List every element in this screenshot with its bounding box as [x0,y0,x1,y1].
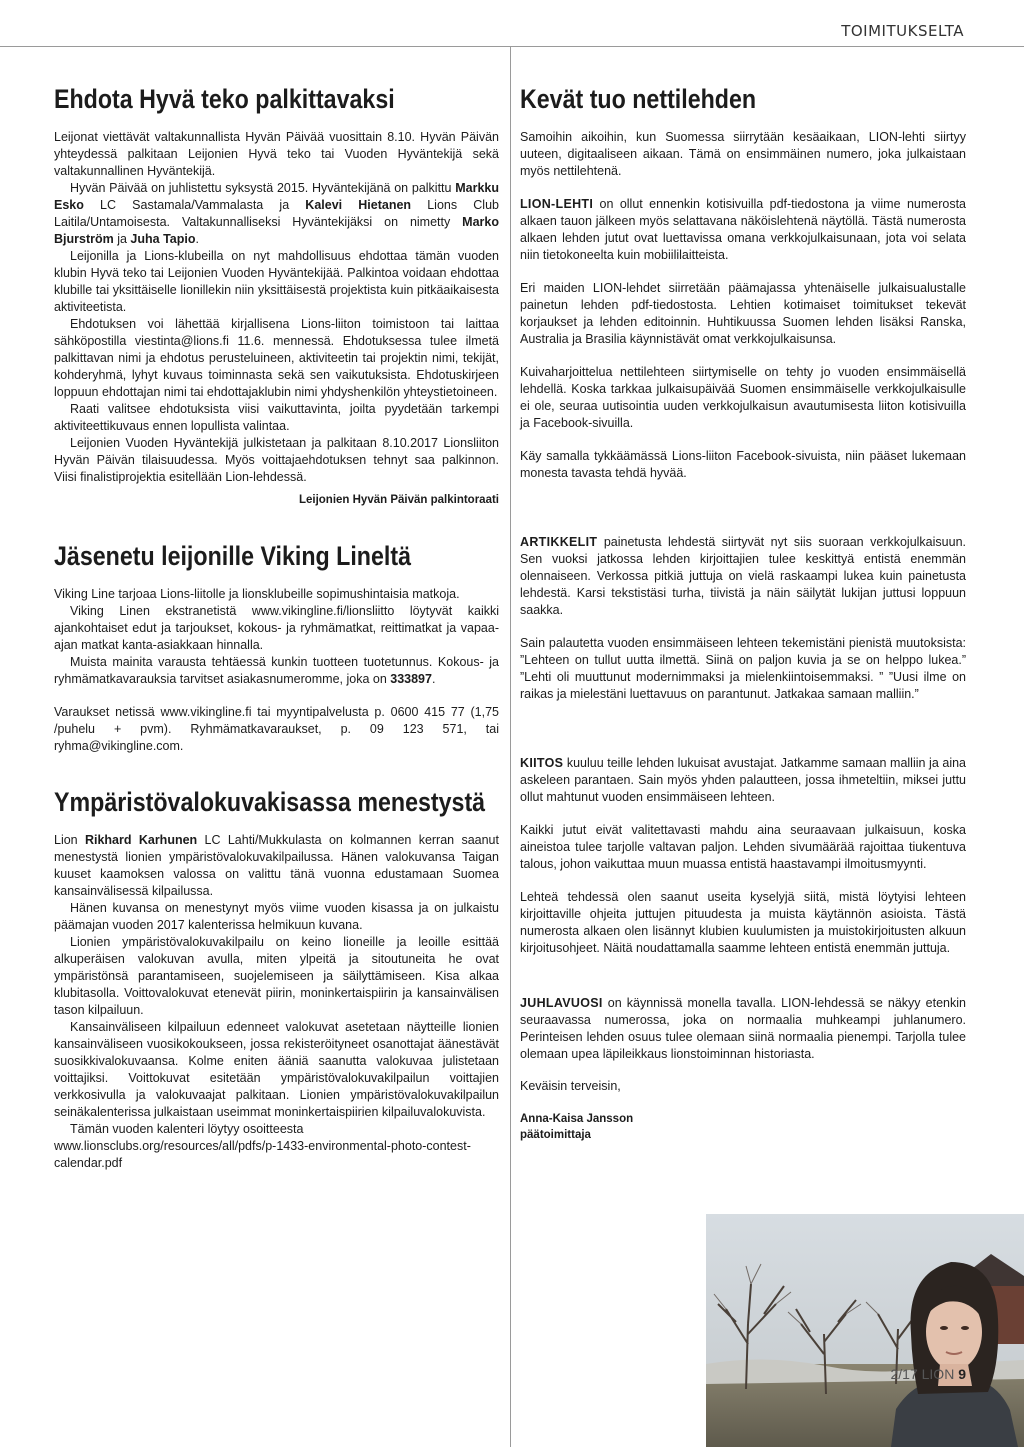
header-rule [0,46,1024,47]
paragraph: Lionien ympäristövalokuvakilpailu on keino lioneille ja leoille esittää alkuperäisen valokuvan avulla, miten ylpeitä ja sitoutuneita he ovat ympäristönsä parantamiseen, suojelemiseen ja säilyttämiseen. Kisa alkaa klubitasolla. Voittovalokuvat etenevät piirin, moninkertaispiirin ja kansainvälisen tason kilpailuun. [54,935,499,1017]
paragraph: LION-LEHTI on ollut ennenkin kotisivuilla pdf-tiedostona ja viime numerosta alkaen tauon jälkeen myös selattavana näköislehtenä näytöllä. Tästä numerosta alkaen lehden jutut ovat luettavissa omana verkkojulkaisunaan, jota voi selata niin tietokoneelta kuin mobiililaitteista. [520,197,966,262]
lead-word: JUHLAVUOSI [520,996,603,1010]
paragraph: Lion Rikhard Karhunen LC Lahti/Mukkulasta on kolmannen kerran saanut menestystä lionien ympäristövalokuvakilpailussa. Hänen valokuvansa Taigan kuuset kaamoksen valossa on valittu tänä vuonna edustamaan Suomea kansainvälisessä kilpailussa. [54,833,499,898]
paragraph: Hyvän Päivää on juhlistettu syksystä 2015. Hyväntekijänä on palkittu Markku Esko LC Sastamala/Vammalasta ja Kalevi Hietanen Lions Club Laitila/Untamoisesta. Valtakunnalliseksi Hyväntekijäksi on nimetty Marko Bjurström ja Juha Tapio. [54,181,499,246]
page-footer [890,1366,966,1382]
paragraph: JUHLAVUOSI on käynnissä monella tavalla. LION-lehdessä se näkyy etenkin seuraavassa numerossa, joka on normaalia muhkeampi juhlanumero. Perinteisen lehden osuus tulee olemaan siinä normaalia pienempi. Tarjolla tulee olemaan upea läpileikkaus lionstoiminnan historiasta. [520,996,966,1061]
left-column [54,82,499,1172]
paragraph: Leijonien Vuoden Hyväntekijä julkistetaan ja palkitaan 8.10.2017 Lionsliiton Hyvän Päivän tilaisuudessa. Myös voittajaehdotuksen tehnyt saa palkinnon. Viisi finalistiprojektia esitellään Lion-lehdessä. [54,436,499,484]
customer-number: 333897 [390,672,432,686]
article-hyva-teko [54,82,499,509]
paragraph: Sain palautetta vuoden ensimmäiseen lehteen tekemistäni pienistä muutoksista: ”Lehteen on tullut uutta ilmettä. Siinä on paljon kuvia ja se on helppo lukea.” ”Lehti oli muuttunut modernimmaksi ja mielenkiintoisemmaksi. ” ”Uusi ilme on raikas ja mielestäni luettavuus on parantunut. Jatkakaa samaan malliin.” [520,636,966,701]
paragraph: Leijonilla ja Lions-klubeilla on nyt mahdollisuus ehdottaa tämän vuoden klubin Hyvä teko tai Leijonien Vuoden Hyväntekijää. Palkintoa voidaan ehdottaa klubille tai yksittäiselle lionillekin niin yksittäisestä projektista kuin pitkäaikaisesta aktiviteetista. [54,249,499,314]
paragraph: Lehteä tehdessä olen saanut useita kyselyjä siitä, mistä löytyisi lehteen kirjoittaville ohjeita juttujen pituudesta ja muista käytännön asioista. Tästä numerosta alkaen olen lisännyt klubien kuulumisten ja muistokirjoitusten alkuun kirjoitusohjeet. Näitä noudattamalla saamme lehteen entistä enemmän juttuja. [520,890,966,955]
article-title: Ympäristövalokuvakisassa menestystä [54,787,486,817]
person-name: Marko Bjurström [54,215,499,246]
paragraph: Kuivaharjoittelua nettilehteen siirtymiselle on tehty jo vuoden ensimmäisellä lehdellä. Koska tarkkaa julkaisupäivää Suomen ensimmäiselle verkkojulkaisulle ei ole, seuraa uutisointia uuden verkkojulkaisun avautumisesta liiton kotisivuilla ja Facebook-sivuilla. [520,365,966,430]
author-name: Anna-Kaisa Jansson [520,1113,634,1125]
paragraph: Varaukset netissä www.vikingline.fi tai myyntipalvelusta p. 0600 415 77 (1,75 /puhelu + pvm). Ryhmämatkavaraukset, p. 09 123 571, tai ryhma@vikingline.com. [54,705,499,753]
person-name: Markku Esko [54,181,499,212]
lead-word: LION-LEHTI [520,197,594,211]
paragraph: Hänen kuvansa on menestynyt myös viime vuoden kisassa ja on julkaistu päämajan vuoden 2017 kalenterissa helmikuun kuvana. [54,901,499,932]
paragraph: Kaikki jutut eivät valitettavasti mahdu aina seuraavaan julkaisuun, koska aineistoa tulee tarjolle valtavan paljon. Lehden sivumäärää rajoittaa tiukentuva talous, johon vaikuttaa muun muassa entistä haastavampi ilmoitusmyynti. [520,823,966,871]
author-role: päätoimittaja [520,1129,591,1141]
paragraph: KIITOS kuuluu teille lehden lukuisat avustajat. Jatkamme samaan malliin ja aina askeleen parantaen. Sain myös yhden palautteen, jossa ihmeteltiin, miksei juttu ollut mahtunut vuoden ensimmäiseen lehteen. [520,756,966,804]
page-number: 9 [958,1366,966,1382]
editor-portrait-photo [706,1214,1024,1447]
paragraph: Käy samalla tykkäämässä Lions-liiton Facebook-sivuista, niin pääset lukemaan monesta tavasta tehdä hyvää. [520,449,966,480]
paragraph: Viking Line tarjoaa Lions-liitolle ja lionsklubeille sopimushintaisia matkoja. [54,587,460,601]
article-title: Jäsenetu leijonille Viking Lineltä [54,541,412,571]
paragraph: Eri maiden LION-lehdet siirretään päämajassa yhtenäiselle julkaisualustalle painetun lehden pdf-tiedostosta. Lehtien kotimaiset toimitukset tekevät korjaukset ja lehden editoinnin. Huhtikuussa Suomen lehden lisäksi Ranska, Australia ja Brasilia käynnistävät omat verkkojulkaisunsa. [520,281,966,346]
paragraph: Samoihin aikoihin, kun Suomessa siirrytään kesäaikaan, LION-lehti siirtyy uuteen, digitaaliseen aikaan. Tämä on ensimmäinen numero, joka julkaistaan myös nettilehtenä. [520,130,966,178]
right-column [520,82,966,1143]
lead-word: KIITOS [520,756,564,770]
person-name: Kalevi Hietanen [305,198,412,212]
paragraph: ARTIKKELIT painetusta lehdestä siirtyvät nyt siis suoraan verkkojulkaisuun. Sen vuoksi jatkossa lehden kirjoittajien tulee keskittyä entistä enemmän olennaiseen. Verkossa pitkiä juttuja on vielä raskaampi lukea kuin painetusta lehdestä. Karsi tekstistäsi turha, tiivistä ja näin säilytät lukijan juttusi loppuun saakka. [520,535,966,617]
column-divider [510,47,511,1447]
paragraph: Tämän vuoden kalenteri löytyy osoitteesta www.lionsclubs.org/resources/all/pdfs/p-1433-environmental-photo-contest-calendar.pdf [54,1122,471,1170]
lead-word: ARTIKKELIT [520,535,598,549]
article-viking [54,539,499,755]
issue-label: 2/17 LION [890,1366,955,1382]
paragraph: Leijonat viettävät valtakunnallista Hyvän Päivää vuosittain 8.10. Hyvän Päivän yhteydessä palkitaan Leijonien Hyvä teko tai Vuoden Hyväntekijä sekä valtakunnallinen Hyväntekijä. [54,130,499,178]
farewell: Keväisin terveisin, [520,1079,621,1093]
article-ymparisto [54,785,499,1172]
paragraph: Viking Linen ekstranetistä www.vikingline.fi/lionsliitto löytyvät kaikki ajankohtaiset edut ja tarjoukset, kokous- ja ryhmämatkat, reittimatkat ja vapaa-ajan matkat kanta-asiakkaan hinnalla. [54,604,499,652]
paragraph: Muista mainita varausta tehtäessä kunkin tuotteen tuotetunnus. Kokous- ja ryhmämatkavarauksia tarvitset asiakasnumeromme, joka on 333897. [54,655,499,686]
section-label: TOIMITUKSELTA [841,22,964,40]
person-name: Rikhard Karhunen [84,833,198,847]
article-title: Kevät tuo nettilehden [520,84,757,114]
person-name: Juha Tapio [130,232,196,246]
paragraph: Raati valitsee ehdotuksista viisi vaikuttavinta, joilta pyydetään tarkempi aktiviteettikuvaus ennen lopullista valintaa. [54,402,499,433]
paragraph: Ehdotuksen voi lähettää kirjallisena Lions-liiton toimistoon tai laittaa sähköpostilla viestinta@lions.fi 11.6. mennessä. Ehdotuksessa tulee ilmetä palkittavan nimi ja ehdotus perusteluineen, aktiviteetin tai projektin nimi, tekijät, kohderyhmä, lyhyt kuvaus toiminnasta sekä sen vaikutuksista. Ehdotuskirjeen loppuun ehdottajan nimi tai ehdottajaklubin nimi yhdyshenkilön yhteystietoineen. [54,317,499,399]
article-title: Ehdota Hyvä teko palkittavaksi [54,84,395,114]
paragraph: Kansainväliseen kilpailuun edenneet valokuvat asetetaan näytteille lionien kansainväliseen vuosikokoukseen, jossa rekisteröityneet osanottajat äänestävät suosikkivalokuvaansa. Kolme eniten ääniä saanutta valokuvaa julistetaan voittajiksi. Voittokuvat esitetään ympäristövalokuvakilpailun voittajien verkkosivulla ja valokuvaajat palkitaan. Lionien ympäristövalokuvakilpailun seinäkalenterissa julkaistaan useimmat moninkertaispiirien kilpailuvalokuvista. [54,1020,499,1119]
signature: Leijonien Hyvän Päivän palkintoraati [298,494,499,506]
